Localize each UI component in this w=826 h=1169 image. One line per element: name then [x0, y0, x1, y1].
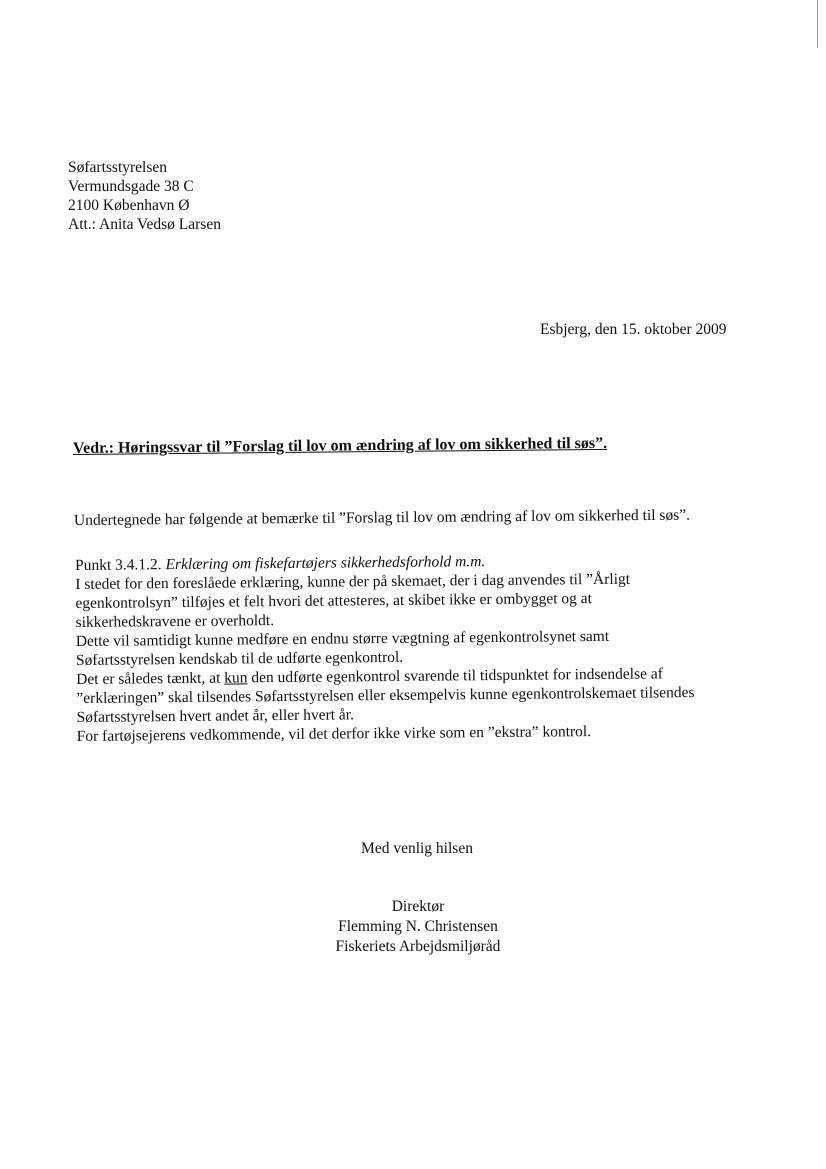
scan-edge-line [817, 0, 818, 48]
letter-body [75, 550, 695, 746]
signer-title: Direktør [391, 898, 445, 915]
body-line: Dette vil samtidigt kunne medføre en endnu større vægtning af egenkontrolsynet samt [75, 627, 610, 650]
signer-organization: Fiskeriets Arbejdsmiljøråd [335, 938, 501, 955]
signature-block [0, 897, 826, 957]
recipient-city: 2100 København Ø [68, 197, 190, 214]
closing-text: Med venlig hilsen [361, 840, 473, 857]
recipient-name: Søfartsstyrelsen [68, 159, 168, 176]
underlined-word: kun [224, 669, 248, 687]
closing-greeting [0, 840, 826, 858]
body-line: sikkerhedskravene er overholdt. [75, 612, 275, 631]
signer-name: Flemming N. Christensen [338, 918, 498, 935]
body-line: For fartøjsejerens vedkommende, vil det derfor ikke virke som en ”ekstra” kontrol. [76, 723, 592, 745]
recipient-address [68, 158, 221, 234]
body-line: egenkontrolsyn” tilføjes et felt hvori det attesteres, at skibet ikke er ombygget og at [75, 590, 593, 612]
body-text: den udførte egenkontrol svarende til tidspunktet for indsendelse af [247, 665, 663, 687]
recipient-attention: Att.: Anita Vedsø Larsen [68, 216, 221, 233]
body-line: I stedet for den foreslåede erklæring, kunne der på skemaet, der i dag anvendes til ”Årligt [75, 570, 631, 593]
letter-date: Esbjerg, den 15. oktober 2009 [540, 321, 727, 338]
letter-subject: Vedr.: Høringssvar til ”Forslag til lov om ændring af lov om sikkerhed til søs”. [72, 434, 608, 457]
body-line: Søfartsstyrelsen hvert andet år, eller hvert år. [76, 706, 355, 726]
body-line: Søfartsstyrelsen kendskab til de udførte egenkontrol. [75, 648, 404, 669]
punkt-title: Erklæring om fiskefartøjers sikkerhedsforhold m.m. [165, 553, 486, 574]
body-line: ”erklæringen” skal tilsendes Søfartsstyrelsen eller eksempelvis kunne egenkontrolskemaet tilsendes [76, 684, 695, 707]
body-text: Det er således tænkt, at [76, 669, 225, 688]
recipient-street: Vermundsgade 38 C [68, 178, 194, 195]
punkt-number: Punkt 3.4.1.2. [75, 556, 162, 574]
intro-paragraph: Undertegnede har følgende at bemærke til ”Forslag til lov om ændring af lov om sikkerhed til søs”. [73, 506, 691, 529]
